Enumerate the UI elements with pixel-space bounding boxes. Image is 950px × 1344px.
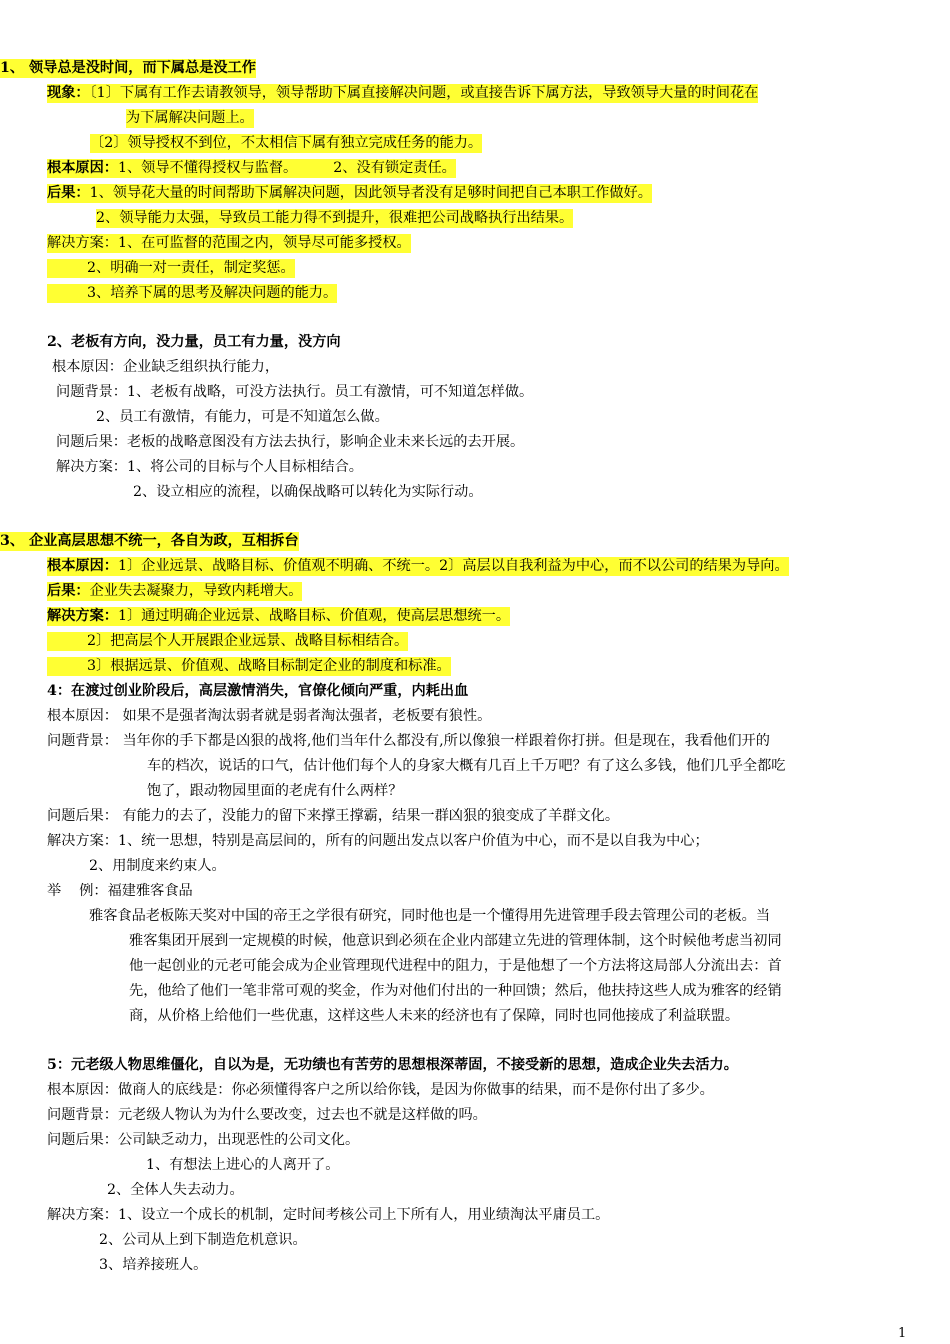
s4-line-5: 问题后果： 有能力的去了，没能力的留下来撑王撑霸，结果一群凶狠的狼变成了羊群文化。 [47, 808, 620, 824]
s5-line-5: 2、全体人失去动力。 [107, 1182, 244, 1198]
s2-line-3: 2、员工有激情，有能力，可是不知道怎么做。 [96, 409, 389, 425]
s4-line-3: 车的档次，说话的口气，估计他们每个人的身家大概有几百上千万吧？有了这么多钱，他们几乎全都吃 [147, 758, 786, 774]
s5-line-8: 3、培养接班人。 [99, 1257, 208, 1273]
s3-consequence [47, 582, 302, 601]
s1-phenomenon-1b: 为下属解决问题上。 [126, 110, 254, 126]
s3-root-cause-text: 1〕企业远景、战略目标、价值观不明确、不统一。2〕高层以自我利益为中心，而不以公司的结果为导向。 [117, 558, 789, 574]
s4-line-2: 问题背景： 当年你的手下都是凶狠的战将,他们当年什么都没有,所以像狼一样跟着你打拼。但是现在，我看他们开的 [47, 733, 770, 749]
s5-line-7: 2、公司从上到下制造危机意识。 [99, 1232, 307, 1248]
s4-line-6: 解决方案：1、统一思想，特别是高层间的，所有的问题出发点以客户价值为中心，而不是以自我为中心； [47, 833, 709, 849]
s4-example-label: 举 例：福建雅客食品 [47, 883, 193, 899]
s4-example-para-5: 商，从价格上给他们一些优惠，这样这些人未来的经济也有了保障，同时也同他接成了利益联盟。 [129, 1008, 740, 1024]
s1-root-cause [47, 159, 456, 178]
s1-root-cause-label: 根本原因： [47, 160, 118, 176]
s5-line-1: 根本原因：做商人的底线是：你必须懂得客户之所以给你钱，是因为你做事的结果，而不是你付出了多少。 [47, 1082, 714, 1098]
s1-consequence-1 [47, 184, 652, 203]
s2-line-1: 根本原因：企业缺乏组织执行能力， [52, 359, 280, 375]
s3-solution-label: 解决方案： [47, 608, 118, 624]
s2-line-2: 问题背景：1、老板有战略，可没方法执行。员工有激情，可不知道怎样做。 [56, 384, 534, 400]
s4-example-para-2: 雅客集团开展到一定规模的时候，他意识到必须在企业内部建立先进的管理体制，这个时候他考虑当初同 [129, 933, 782, 949]
page-number: 1 [898, 1326, 907, 1341]
s4-example-para-3: 他一起创业的元老可能会成为企业管理现代进程中的阻力，于是他想了一个方法将这局部人分流出去：首 [129, 958, 782, 974]
s4-line-1: 根本原因： 如果不是强者淘汰弱者就是弱者淘汰强者，老板要有狼性。 [47, 708, 492, 724]
s3-solution-text-1: 1〕通过明确企业远景、战略目标、价值观，使高层思想统一。 [117, 608, 511, 624]
s1-solution-1: 解决方案：1、在可监督的范围之内，领导尽可能多授权。 [47, 235, 411, 251]
s3-consequence-label: 后果： [47, 583, 90, 599]
s5-line-6: 解决方案：1、设立一个成长的机制，定时间考核公司上下所有人，用业绩淘汰平庸员工。 [47, 1207, 610, 1223]
s4-line-7: 2、用制度来约束人。 [89, 858, 226, 874]
s5-line-4: 1、有想法上进心的人离开了。 [146, 1157, 340, 1173]
s4-example-para-1: 雅客食品老板陈天奖对中国的帝王之学很有研究，同时他也是一个懂得用先进管理手段去管理公司的老板。当 [89, 908, 771, 924]
s2-line-6: 2、设立相应的流程，以确保战略可以转化为实际行动。 [133, 484, 483, 500]
s1-consequence-text-1: 1、领导花大量的时间帮助下属解决问题，因此领导者没有足够时间把自己本职工作做好。 [89, 185, 652, 201]
s1-phenomenon-2: 〔2〕领导授权不到位，不太相信下属有独立完成任务的能力。 [90, 135, 483, 151]
s3-solution-1 [47, 607, 510, 626]
s5-line-3: 问题后果：公司缺乏动力，出现恶性的公司文化。 [47, 1132, 360, 1148]
s1-phenomenon-1a [47, 84, 758, 103]
s5-line-2: 问题背景：元老级人物认为为什么要改变，过去也不就是这样做的吗。 [47, 1107, 487, 1123]
section-2-title: 2、老板有方向，没力量，员工有力量，没方向 [47, 334, 341, 350]
section-1-title: 1、 领导总是没时间，而下属总是没工作 [0, 60, 256, 76]
s3-root-cause-label: 根本原因： [47, 558, 118, 574]
s1-phenomenon-label: 现象： [47, 85, 90, 101]
s3-solution-2: 2〕把高层个人开展跟企业远景、战略目标相结合。 [47, 632, 408, 651]
s4-line-4: 饱了，跟动物园里面的老虎有什么两样？ [147, 783, 403, 799]
s3-root-cause [47, 557, 789, 576]
s1-solution-2: 2、明确一对一责任，制定奖惩。 [47, 259, 295, 278]
section-3-title: 3、 企业高层思想不统一，各自为政，互相拆台 [0, 533, 299, 549]
s1-solution-3: 3、培养下属的思考及解决问题的能力。 [47, 284, 337, 303]
s4-example-para-4: 先，他给了他们一笔非常可观的奖金，作为对他们付出的一种回馈；然后，他扶持这些人成为雅客的经销 [129, 983, 782, 999]
section-5-title: 5：元老级人物思维僵化，自以为是，无功绩也有苦劳的思想根深蒂固，不接受新的思想，造成企业失去活力。 [47, 1057, 738, 1073]
s2-line-4: 问题后果：老板的战略意图没有方法去执行，影响企业未来长远的去开展。 [56, 434, 525, 450]
s2-line-5: 解决方案：1、将公司的目标与个人目标相结合。 [56, 459, 363, 475]
s1-consequence-2: 2、领导能力太强，导致员工能力得不到提升，很难把公司战略执行出结果。 [96, 210, 574, 226]
s1-phenomenon-text-1a: 〔1〕下属有工作去请教领导，领导帮助下属直接解决问题，或直接告诉下属方法，导致领导大量的时间花在 [89, 85, 759, 101]
s1-root-cause-text: 1、领导不懂得授权与监督。 2、没有锁定责任。 [117, 160, 456, 176]
s1-consequence-label: 后果： [47, 185, 90, 201]
s3-consequence-text: 企业失去凝聚力，导致内耗增大。 [89, 583, 303, 599]
section-4-title: 4：在渡过创业阶段后，高层激情消失，官僚化倾向严重，内耗出血 [47, 683, 469, 699]
s3-solution-3: 3〕根据远景、价值观、战略目标制定企业的制度和标准。 [47, 657, 451, 676]
